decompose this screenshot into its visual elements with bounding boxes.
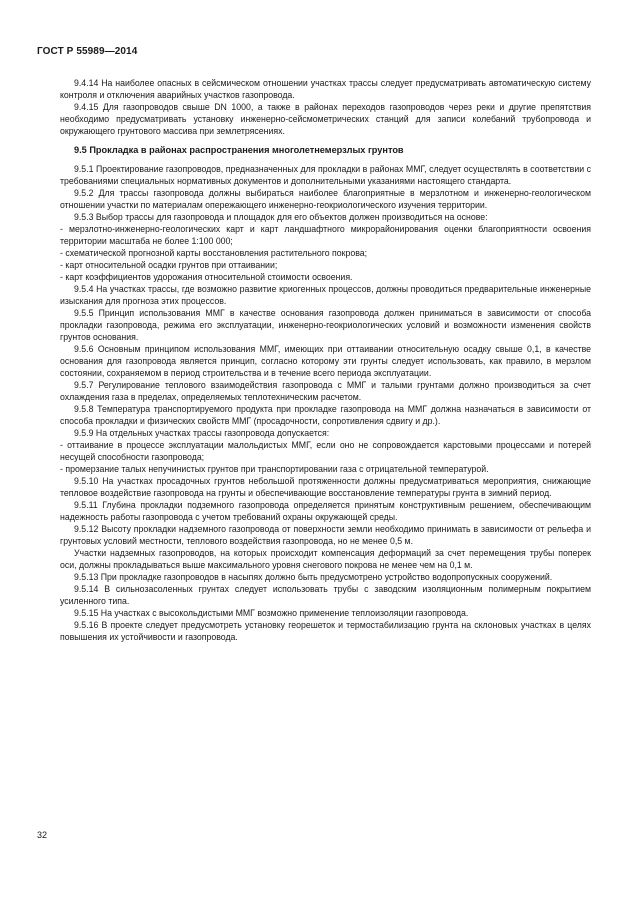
paragraph: 9.4.14 На наиболее опасных в сейсмическом отношении участках трассы следует предусматривать автоматическую систему контроля и отключения аварийных участков газопровода. [60, 78, 591, 100]
paragraph: 9.5.1 Проектирование газопроводов, предназначенных для прокладки в районах ММГ, следует осуществлять в соответствии с требованиями специальных нормативных документов и дополнительными указаниями настоящего стандарта. [60, 164, 591, 186]
paragraph: 9.5.7 Регулирование теплового взаимодействия газопровода с ММГ и талыми грунтами должно производиться за счет охлаждения газа в пределах, определяемых теплотехническим расчетом. [60, 380, 591, 402]
paragraph: 9.5.3 Выбор трассы для газопровода и площадок для его объектов должен производиться на основе: [74, 212, 488, 222]
paragraph: Участки надземных газопроводов, на которых происходит компенсация деформаций за счет перемещения трубы поперек оси, должны прокладываться выше максимального уровня снегового покрова не менее чем на 0,1 м. [60, 548, 591, 570]
paragraph: 9.5.8 Температура транспортируемого продукта при прокладке газопровода на ММГ должна назначаться в зависимости от способа прокладки и физических свойств ММГ (просадочности, сопротивления сдвигу и др.). [60, 404, 591, 426]
paragraph: 9.5.11 Глубина прокладки подземного газопровода определяется принятым конструктивным решением, обеспечивающим надежность работы газопровода с учетом требований охраны окружающей среды. [60, 500, 591, 522]
document-body [60, 77, 591, 643]
paragraph: 9.4.15 Для газопроводов свыше DN 1000, а также в районах переходов газопроводов через реки и другие препятствия необходимо предусматривать установку инженерно-сейсмометрических станций для записи колебаний трубопровода и окружающего грунтового массива при землетрясениях. [60, 102, 591, 136]
paragraph: 9.5.16 В проекте следует предусмотреть установку георешеток и термостабилизацию грунта на склоновых участках в целях повышения их устойчивости и газопровода. [60, 620, 591, 642]
list-item: - карт коэффициентов удорожания относительной стоимости освоения. [60, 272, 353, 282]
paragraph: 9.5.2 Для трассы газопровода должны выбираться наиболее благоприятные в мерзлотном и инженерно-геологическом отношении участки по материалам опережающего инженерно-геокриологического изучения территории. [60, 188, 591, 210]
paragraph: 9.5.10 На участках просадочных грунтов небольшой протяженности должны предусматриваться мероприятия, снижающие тепловое воздействие газопровода на грунты и обеспечивающие восстановление температуры грунта в зимний период. [60, 476, 591, 498]
document-header: ГОСТ Р 55989—2014 [37, 46, 138, 57]
list-item: - схематической прогнозной карты восстановления растительного покрова; [60, 248, 368, 258]
paragraph: 9.5.4 На участках трассы, где возможно развитие криогенных процессов, должны проводиться предварительные инженерные изыскания для прогноза этих процессов. [60, 284, 591, 306]
paragraph: 9.5.12 Высоту прокладки надземного газопровода от поверхности земли необходимо принимать в зависимости от рельефа и грунтовых условий местности, теплового воздействия газопровода, но не менее 0,5 м. [60, 524, 591, 546]
paragraph: 9.5.15 На участках с высокольдистыми ММГ возможно применение теплоизоляции газопровода. [74, 608, 469, 618]
paragraph: 9.5.6 Основным принципом использования ММГ, имеющих при оттаивании относительную осадку свыше 0,1, в качестве основания для газопровода является принцип, согласно которому эти грунты следует использовать, как правило, в мерзлом состоянии, сохраняемом в период строительства и в течение всего периода эксплуатации. [60, 344, 591, 378]
list-item: - мерзлотно-инженерно-геологических карт и карт ландшафтного микрорайонирования оценки благоприятности освоения территории масштаба не более 1:100 000; [60, 224, 591, 246]
list-item: - оттаивание в процессе эксплуатации малольдистых ММГ, если оно не сопровождается карстовыми процессами и потерей несущей способности газопровода; [60, 440, 591, 462]
paragraph: 9.5.14 В сильнозасоленных грунтах следует использовать трубы с заводским изоляционным полимерным покрытием усиленного типа. [60, 584, 591, 606]
list-item: - промерзание талых непучинистых грунтов при транспортировании газа с отрицательной температурой. [60, 464, 489, 474]
page-number: 32 [37, 830, 48, 840]
paragraph: 9.5.9 На отдельных участках трассы газопровода допускается: [74, 428, 330, 438]
list-item: - карт относительной осадки грунтов при оттаивании; [60, 260, 278, 270]
paragraph: 9.5.5 Принцип использования ММГ в качестве основания газопровода должен приниматься в зависимости от способа прокладки газопровода, режима его эксплуатации, инженерно-геокриологических условий и возможности изменения свойств грунтов основания. [60, 308, 591, 342]
section-heading: 9.5 Прокладка в районах распространения многолетнемерзлых грунтов [74, 145, 404, 155]
paragraph: 9.5.13 При прокладке газопроводов в насыпях должно быть предусмотрено устройство водопропускных сооружений. [74, 572, 553, 582]
